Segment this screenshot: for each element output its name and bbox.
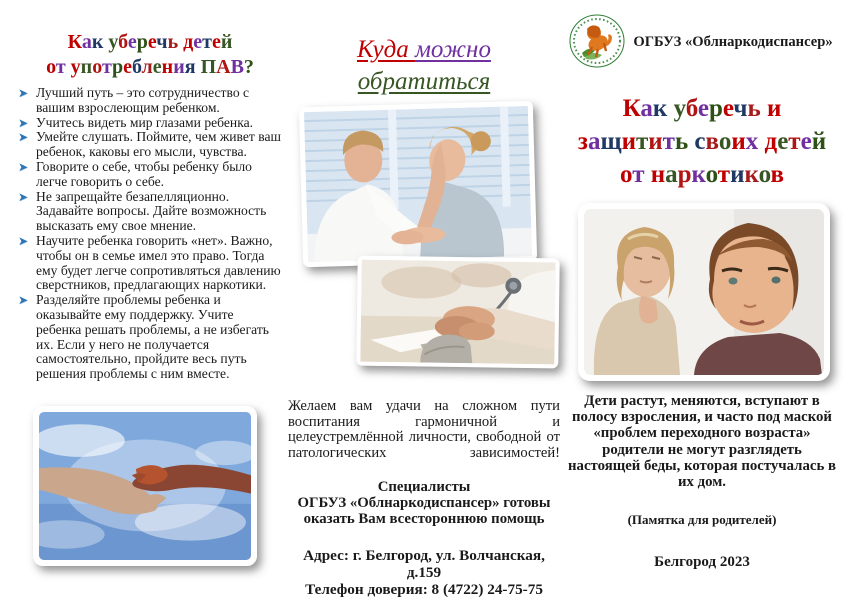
hands-reaching-photo xyxy=(33,406,257,566)
arrow-bullet-icon: ➤ xyxy=(18,159,29,174)
left-heading-line1: Как уберечь детей xyxy=(67,31,233,53)
mid-heading-line1 xyxy=(290,34,558,98)
advice-text: Умейте слушать. Поймите, чем живет ваш ребенок, каковы его мысли, чувства. xyxy=(36,129,281,160)
left-column xyxy=(18,30,282,382)
comforting-hands-photo xyxy=(356,256,560,369)
heading-word: можно xyxy=(414,36,491,63)
advice-list-item xyxy=(18,293,282,382)
advice-text: Говорите о себе, чтобы ребенку было легче говорить о себе. xyxy=(36,158,252,189)
heading-word: Куда xyxy=(357,36,415,63)
note-line: (Памятка для родителей) xyxy=(627,512,777,528)
arrow-bullet-icon: ➤ xyxy=(18,189,29,204)
arrow-bullet-icon: ➤ xyxy=(18,130,29,145)
org-header xyxy=(568,12,836,72)
middle-bottom-text xyxy=(288,399,560,598)
hands-sky-illustration xyxy=(39,412,251,560)
arrow-bullet-icon: ➤ xyxy=(18,293,29,308)
specialists-block xyxy=(288,479,560,527)
advice-list-item xyxy=(18,160,282,190)
footer-line: Белгород 2023 xyxy=(654,554,750,571)
advice-list xyxy=(18,86,282,382)
right-title xyxy=(568,92,836,191)
specialists-line1: Специалисты xyxy=(377,478,471,495)
consultation-illustration xyxy=(304,106,532,262)
advice-list-item xyxy=(18,234,282,293)
address-block xyxy=(288,547,560,598)
right-paragraph: Дети растут, меняются, вступают в полосу взросления, и часто под маской «проблем переходного возраста» родители не могут разглядеть настоящей беды, которая постучалась в их дом. xyxy=(568,393,836,491)
dispensary-lion-logo-icon xyxy=(568,13,626,69)
wish-paragraph: Желаем вам удачи на сложном пути воспитания гармоничной и целеустремлённой личности, свободной от патологических зависимостей! xyxy=(288,398,560,461)
advice-text: Не запрещайте безапелляционно. Задавайте вопросы. Дайте возможность высказать ему свое мнение. xyxy=(36,188,267,234)
arrow-bullet-icon: ➤ xyxy=(18,115,29,130)
doctor-consultation-photo xyxy=(299,101,537,267)
advice-list-item xyxy=(18,116,282,131)
left-heading-line2: от употребления ПАВ? xyxy=(46,56,254,78)
arrow-bullet-icon: ➤ xyxy=(18,86,29,100)
specialists-line2: ОГБУЗ «Облнаркодиспансер» готовы xyxy=(297,494,551,511)
advice-text: Разделяйте проблемы ребенка и оказывайте ему поддержку. Учите ребенка решать проблемы, а не избегать их. Если у него не получается самостоятельно, пройдите весь путь решения проблемы с ним вместе. xyxy=(36,292,269,382)
heading-word: обратиться xyxy=(357,68,491,95)
left-heading xyxy=(18,30,282,80)
mother-son-illustration xyxy=(584,209,824,375)
right-title-line2: защитить своих детей xyxy=(577,128,827,155)
mother-son-photo xyxy=(578,203,830,381)
phone-line: Телефон доверия: 8 (4722) 24-75-75 xyxy=(305,580,543,598)
right-title-line3: от наркотиков xyxy=(620,161,784,188)
advice-list-item xyxy=(18,190,282,234)
advice-list-item xyxy=(18,86,282,116)
address-line: Адрес: г. Белгород, ул. Волчанская, д.159 xyxy=(303,546,545,581)
hands-desk-illustration xyxy=(360,260,555,365)
advice-text: Научите ребенка говорить «нет». Важно, чтобы он в семье имел это право. Тогда ему будет легче сопротивляться давлению сверстников, предлагающих наркотики. xyxy=(36,232,281,293)
advice-text: Учитесь видеть мир глазами ребенка. xyxy=(36,114,254,130)
right-bottom-text xyxy=(566,393,838,571)
specialists-line3: оказать Вам всестороннюю помощь xyxy=(303,510,545,527)
right-title-line1: Как уберечь и xyxy=(622,95,782,122)
arrow-bullet-icon: ➤ xyxy=(18,233,29,248)
right-column xyxy=(568,12,836,191)
org-name: ОГБУЗ «Облнаркодиспансер» xyxy=(633,34,833,50)
advice-text: Лучший путь – это сотрудничество с вашим взрослеющим ребенком. xyxy=(36,85,250,115)
advice-list-item xyxy=(18,130,282,160)
